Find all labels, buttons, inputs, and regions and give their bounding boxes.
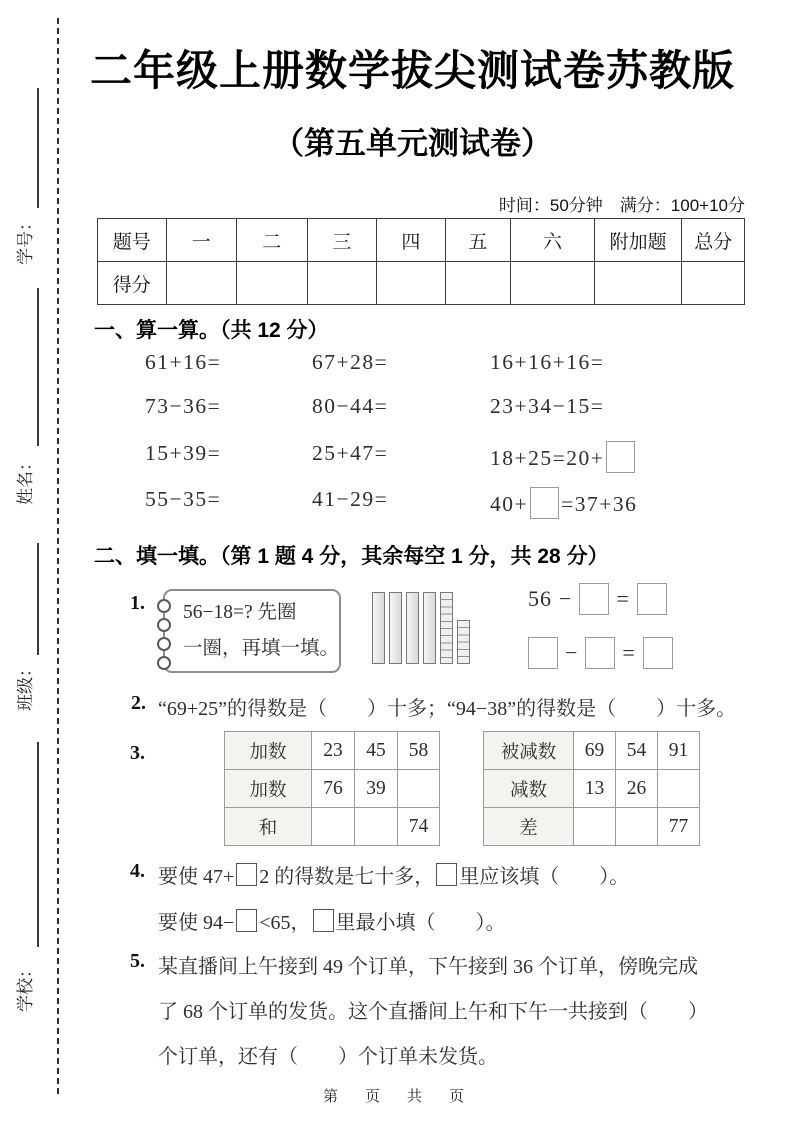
score-empty-cell — [682, 262, 745, 305]
tens-rod — [406, 592, 419, 664]
score-table-score-row — [98, 262, 745, 305]
name-blank-line — [37, 288, 39, 446]
equation-1-2: 67+28= — [312, 350, 389, 374]
question-1-note-box — [163, 589, 341, 673]
spiral-ring-icon — [157, 656, 171, 670]
table-cell: 45 — [355, 732, 398, 770]
page-title: 二年级上册数学拔尖测试卷苏教版 — [89, 47, 735, 94]
equation-4-3: 40+ =37+36 — [490, 487, 637, 519]
table-cell — [574, 808, 616, 846]
score-header-cell: 二 — [237, 219, 308, 262]
base-ten-blocks — [372, 592, 470, 664]
section-one-title: 一、算一算。（共 12 分） — [94, 319, 329, 342]
time-score-info: 时间：50分钟 满分：100+10分 — [498, 196, 745, 215]
answer-box — [579, 583, 609, 615]
section-two-title: 二、填一填。（第 1 题 4 分，其余每空 1 分，共 28 分） — [94, 545, 609, 568]
question-2-number: 2. — [131, 692, 146, 714]
question-1-equation-2 — [528, 637, 673, 669]
question-4-number: 4. — [130, 860, 145, 882]
equation-2-2: 80−44= — [312, 394, 389, 418]
table-cell: 39 — [355, 770, 398, 808]
question-3-number: 3. — [130, 742, 145, 764]
answer-box — [528, 637, 558, 669]
table-cell: 13 — [574, 770, 616, 808]
equation-1-1: 61+16= — [145, 350, 222, 374]
table-cell: 69 — [574, 732, 616, 770]
note-line-1: 56−18=? 先圈 — [183, 602, 297, 623]
answer-box — [585, 637, 615, 669]
name-label: 姓名： — [15, 453, 35, 505]
minus-sign: − — [559, 586, 573, 611]
calc-row-3 — [95, 441, 750, 477]
score-header-cell: 四 — [377, 219, 446, 262]
equals-sign: = — [622, 640, 636, 665]
score-header-cell: 三 — [307, 219, 377, 262]
table-cell — [398, 770, 440, 808]
tens-rod — [423, 592, 436, 664]
question-5-line-1: 某直播间上午接到 49 个订单，下午接到 36 个订单，傍晚完成 — [158, 956, 698, 978]
school-blank-line — [37, 742, 39, 947]
calc-row-1 — [95, 350, 750, 386]
table-header-cell: 和 — [225, 808, 312, 846]
table-cell: 91 — [658, 732, 700, 770]
question-5-line-2: 了 68 个订单的发货。这个直播间上午和下午一共接到（ ） — [158, 1001, 708, 1023]
answer-box — [637, 583, 667, 615]
table-cell: 76 — [312, 770, 355, 808]
equals-sign: = — [616, 586, 630, 611]
table-header-cell: 减数 — [484, 770, 574, 808]
answer-box — [530, 487, 559, 519]
score-empty-cell — [594, 262, 682, 305]
page-subtitle: （第五单元测试卷） — [273, 126, 552, 161]
table-cell: 77 — [658, 808, 700, 846]
equation-3-2: 25+47= — [312, 441, 389, 465]
score-header-cell: 六 — [511, 219, 595, 262]
table-cell: 26 — [616, 770, 658, 808]
calc-row-4 — [95, 487, 750, 523]
table-header-cell: 差 — [484, 808, 574, 846]
score-header-cell: 题号 — [98, 219, 167, 262]
score-empty-cell — [511, 262, 595, 305]
equation-2-1: 73−36= — [145, 394, 222, 418]
score-empty-cell — [307, 262, 377, 305]
equation-1-3: 16+16+16= — [490, 350, 605, 374]
minus-sign: − — [565, 640, 579, 665]
table-cell — [658, 770, 700, 808]
table-cell — [312, 808, 355, 846]
score-empty-cell — [166, 262, 237, 305]
equation-4-1: 55−35= — [145, 487, 222, 511]
score-header-cell: 一 — [166, 219, 237, 262]
table-cell: 54 — [616, 732, 658, 770]
question-5-line-3: 个订单，还有（ ）个订单未发货。 — [158, 1046, 498, 1068]
fold-dashed-line — [57, 18, 59, 1094]
table-cell: 58 — [398, 732, 440, 770]
calc-row-2 — [95, 394, 750, 430]
table-cell: 23 — [312, 732, 355, 770]
tens-rod — [372, 592, 385, 664]
class-blank-line — [37, 543, 39, 655]
score-empty-cell — [237, 262, 308, 305]
table-cell: 74 — [398, 808, 440, 846]
table-header-cell: 加数 — [225, 770, 312, 808]
answer-box — [236, 909, 257, 932]
equation-4-2: 41−29= — [312, 487, 389, 511]
table-header-cell: 加数 — [225, 732, 312, 770]
equation-2-3: 23+34−15= — [490, 394, 605, 418]
score-header-cell: 总分 — [682, 219, 745, 262]
score-empty-cell — [445, 262, 511, 305]
spiral-ring-icon — [157, 599, 171, 613]
score-row-label: 得分 — [98, 262, 167, 305]
class-label: 班级： — [15, 659, 35, 711]
answer-box — [606, 441, 635, 473]
tens-rod — [389, 592, 402, 664]
ones-cubes-stack — [457, 620, 470, 664]
question-1-equation-1: 56 − = — [528, 583, 667, 615]
answer-box — [643, 637, 673, 669]
table-cell — [355, 808, 398, 846]
score-header-cell: 五 — [445, 219, 511, 262]
spiral-ring-icon — [157, 618, 171, 632]
answer-box — [313, 909, 334, 932]
score-table-header-row — [98, 219, 745, 262]
subtraction-table — [483, 731, 700, 846]
addition-table — [224, 731, 440, 846]
question-1-number: 1. — [130, 592, 145, 614]
question-2-text: “69+25”的得数是（ ）十多；“94−38”的得数是（ ）十多。 — [158, 698, 737, 720]
student-id-label: 学号： — [15, 213, 35, 265]
page-footer: 第 页 共 页 — [322, 1088, 470, 1105]
answer-box — [436, 863, 457, 886]
note-line-2: 一圈，再填一填。 — [183, 638, 340, 659]
student-id-blank-line — [37, 88, 39, 208]
school-label: 学校： — [15, 960, 35, 1012]
tens-rod-segmented — [440, 592, 453, 664]
table-cell — [616, 808, 658, 846]
question-4-line-1: 要使 47+ 2 的得数是七十多， 里应该填（ ）。 — [158, 860, 629, 889]
equation-3-3: 18+25=20+ — [490, 441, 637, 473]
answer-box — [236, 863, 257, 886]
question-4-line-2: 要使 94− <65， 里最小填（ ）。 — [158, 906, 506, 935]
score-table — [97, 218, 745, 305]
score-empty-cell — [377, 262, 446, 305]
spiral-ring-icon — [157, 637, 171, 651]
table-header-cell: 被减数 — [484, 732, 574, 770]
equation-3-1: 15+39= — [145, 441, 222, 465]
score-header-cell: 附加题 — [594, 219, 682, 262]
question-5-number: 5. — [130, 950, 145, 972]
